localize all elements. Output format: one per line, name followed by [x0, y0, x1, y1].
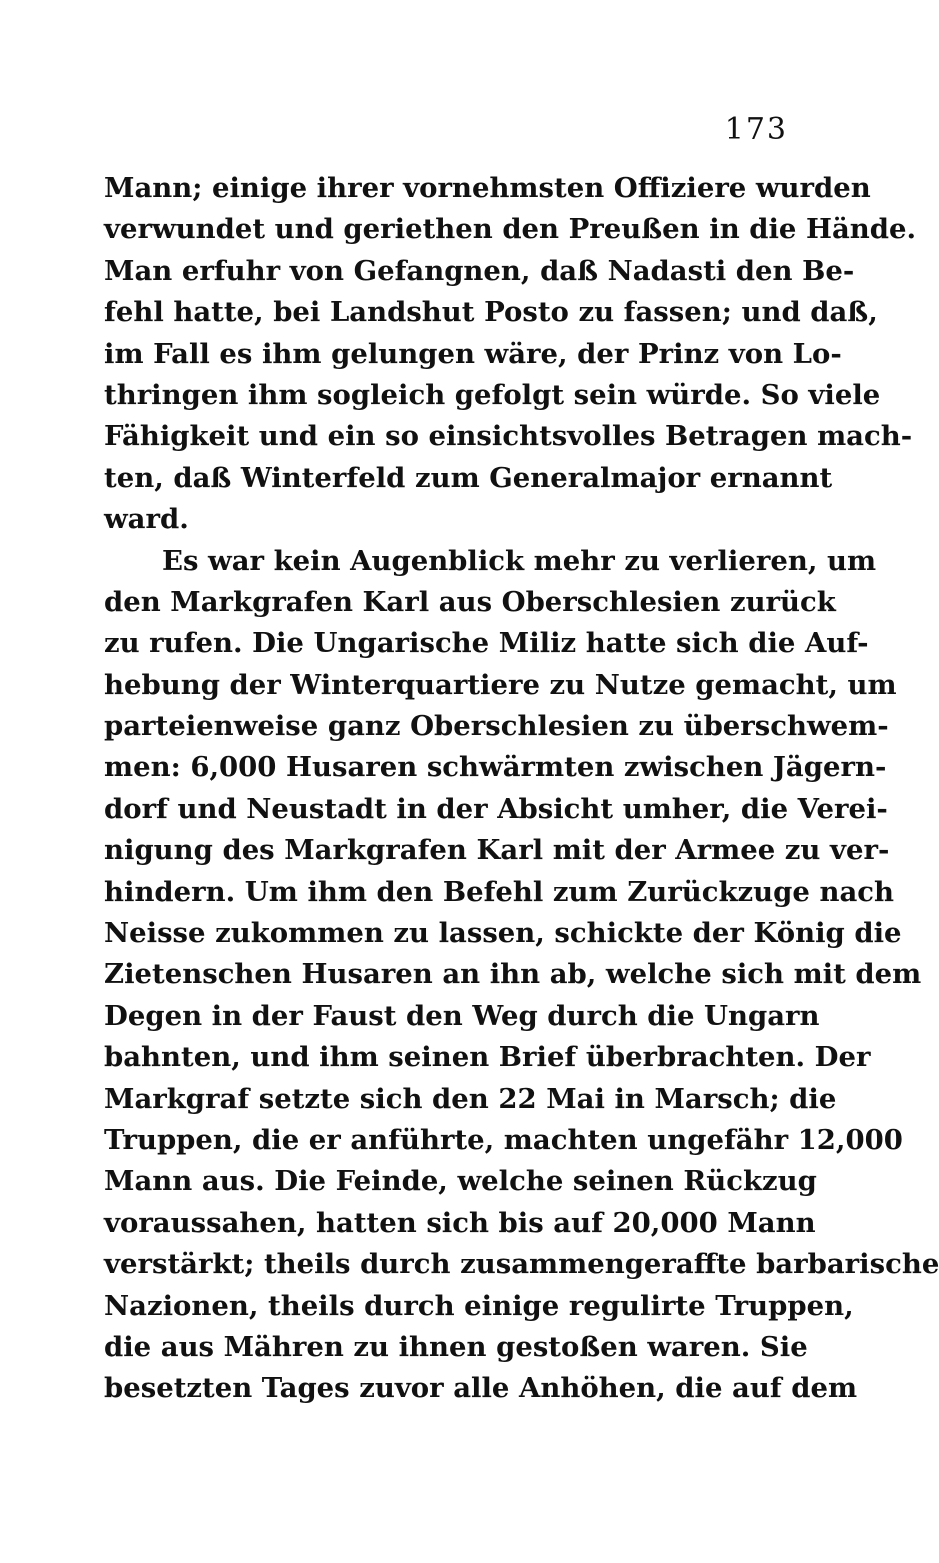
text-line: thringen ihm sogleich gefolgt sein würde. So viele [104, 378, 881, 411]
text-line: men: 6,000 Husaren schwärmten zwischen Jägern- [104, 751, 887, 784]
text-line: verstärkt; theils durch zusammengeraffte barbarische [104, 1248, 939, 1281]
text-line: Man erfuhr von Gefangnen, daß Nadasti den Be- [104, 254, 855, 287]
text-line: Degen in der Faust den Weg durch die Ungarn [104, 999, 820, 1032]
text-line: parteienweise ganz Oberschlesien zu überschwem- [104, 710, 889, 743]
text-line: Neisse zukommen zu lassen, schickte der König die [104, 917, 902, 950]
body-text [104, 168, 939, 1410]
paragraph-1 [104, 168, 917, 541]
text-line: ten, daß Winterfeld zum Generalmajor ernannt [104, 461, 833, 494]
text-line: den Markgrafen Karl aus Oberschlesien zurück [104, 585, 836, 618]
paragraph-2 [104, 541, 939, 1410]
text-line: Mann; einige ihrer vornehmsten Offiziere wurden [104, 172, 871, 204]
text-line: zu rufen. Die Ungarische Miliz hatte sich die Auf- [104, 627, 869, 660]
text-line: Zietenschen Husaren an ihn ab, welche sich mit dem [104, 958, 922, 991]
text-line: verwundet und geriethen den Preußen in die Hände. [104, 213, 917, 246]
text-line: Es war kein Augenblick mehr zu verlieren, um [162, 544, 877, 577]
page-number: 173 [724, 112, 788, 147]
text-line: dorf und Neustadt in der Absicht umher, die Verei- [104, 792, 888, 825]
text-line: bahnten, und ihm seinen Brief überbrachten. Der [104, 1041, 871, 1074]
text-line: hindern. Um ihm den Befehl zum Zurückzuge nach [104, 875, 895, 908]
text-line: besetzten Tages zuvor alle Anhöhen, die auf dem [104, 1372, 858, 1405]
text-line: hebung der Winterquartiere zu Nutze gemacht, um [104, 668, 897, 701]
text-line: die aus Mähren zu ihnen gestoßen waren. Sie [104, 1330, 808, 1363]
text-line: fehl hatte, bei Landshut Posto zu fassen; und daß, [104, 296, 878, 329]
text-line: Nazionen, theils durch einige regulirte Truppen, [104, 1289, 854, 1322]
text-line: Mann aus. Die Feinde, welche seinen Rückzug [104, 1165, 817, 1198]
text-line: ward. [104, 503, 189, 536]
text-line: Markgraf setzte sich den 22 Mai in Marsch; die [104, 1082, 837, 1115]
text-line: Truppen, die er anführte, machten ungefähr 12,000 [104, 1123, 903, 1156]
text-line: Fähigkeit und ein so einsichtsvolles Betragen mach- [104, 420, 913, 453]
text-line: voraussahen, hatten sich bis auf 20,000 Mann [104, 1206, 816, 1239]
text-line: nigung des Markgrafen Karl mit der Armee zu ver- [104, 834, 890, 867]
text-line: im Fall es ihm gelungen wäre, der Prinz von Lo- [104, 337, 842, 370]
